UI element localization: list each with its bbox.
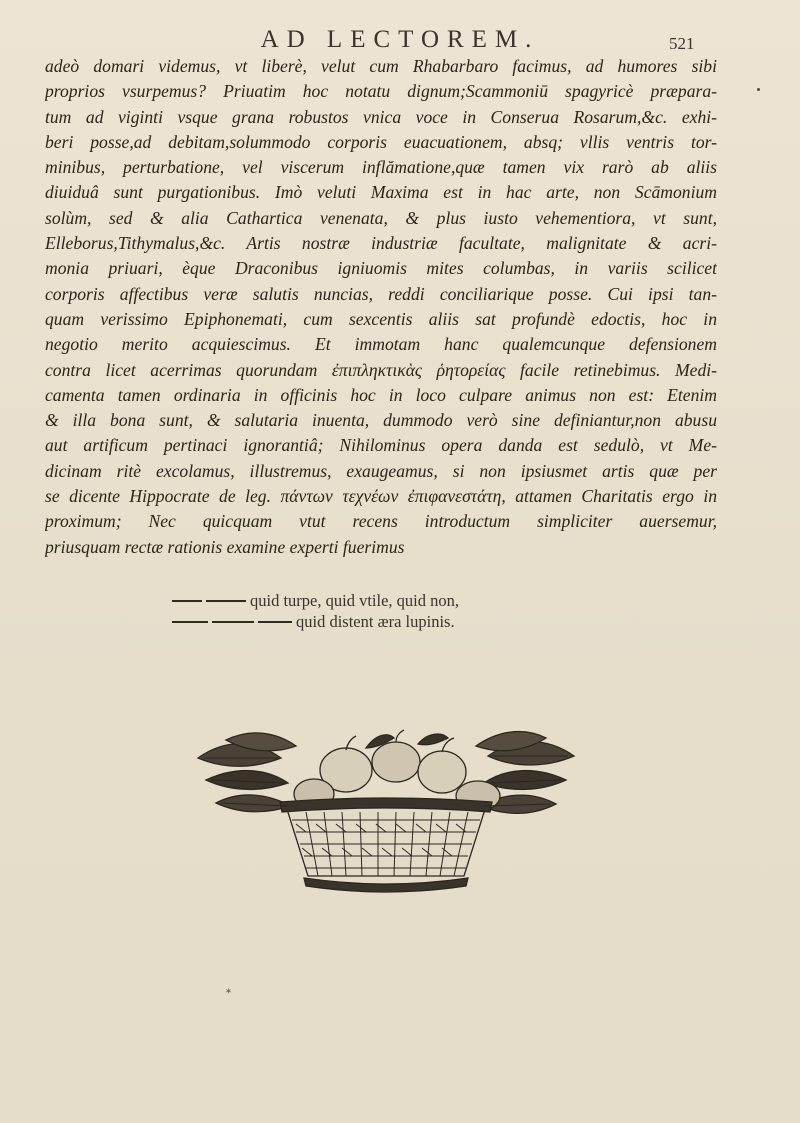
text-line: corporis affectibus veræ salutis nuncias, reddi conciliarique posse. Cui ipsi tan- xyxy=(45,283,717,304)
text-line: quam verissimo Epiphonemati, cum sexcentis aliis sat profundè edoctis, hoc in xyxy=(45,308,717,329)
page-number: 521 xyxy=(669,34,695,53)
text-line: monia priuari, èque Draconibus igniuomis mites columbas, in variis scilicet xyxy=(45,258,717,279)
ink-speck xyxy=(757,88,760,91)
text-line: dicinam ritè excolamus, illustremus, exaugeamus, si non ipsiusmet artis quæ per xyxy=(45,460,717,481)
stray-ink-mark: * xyxy=(226,988,231,999)
text-line: priusquam rectæ rationis examine experti fuerimus xyxy=(45,536,405,557)
text-line: aut artificum pertinaci ignorantiâ; Nihilominus opera danda est sedulò, vt Me- xyxy=(45,435,717,456)
text-line: beri posse,ad debitam,solummodo corporis euacuationem, absq; vllis ventris tor- xyxy=(45,131,717,152)
text-line: contra licet acerrimas quorundam ἐπιπληκτικὰς ῥητορείας facile retinebimus. Medi- xyxy=(45,359,717,380)
closing-quotation xyxy=(172,590,512,632)
em-dash-rule xyxy=(212,621,254,623)
quote-line-2: quid distent æra lupinis. xyxy=(296,612,455,631)
running-title: AD LECTOREM. xyxy=(260,26,540,53)
em-dash-rule xyxy=(258,621,292,623)
text-line: tum ad viginti vsque grana robustos vnica voce in Conserua Rosarum,&c. exhi- xyxy=(45,106,717,127)
quote-line-1: quid turpe, quid vtile, quid non, xyxy=(250,591,459,610)
text-line: & illa bona sunt, & salutaria inuenta, dummodo verò sine definiantur,non abusu xyxy=(45,410,717,431)
text-line: camenta tamen ordinaria in officinis hoc in loco culpare animus non est: Etenim xyxy=(45,384,717,405)
text-line: minibus, perturbatione, vel viscerum inflămatione,quæ tamen vix rarò ab aliis xyxy=(45,157,717,178)
em-dash-rule xyxy=(172,621,208,623)
text-line: proximum; Nec quicquam vtut recens introductum simpliciter auersemur, xyxy=(45,511,717,532)
text-line: Elleborus,Tithymalus,&c. Artis nostræ industriæ facultate, malignitate & acri- xyxy=(45,233,717,254)
text-line: adeò domari videmus, vt liberè, velut cum Rhabarbaro facimus, ad humores sibi xyxy=(45,56,717,76)
basket-of-fruit-ornament xyxy=(196,728,576,893)
text-line: diuiduâ sunt purgationibus. Imò veluti Maxima est in hac arte, non Scāmonium xyxy=(45,182,717,203)
text-line: se dicente Hippocrate de leg. πάντων τεχνέων ἐπιφανεστάτη, attamen Charitatis ergo in xyxy=(45,486,717,507)
text-line: proprios vsurpemus? Priuatim hoc notatu dignum;Scammoniū spagyricè præpara- xyxy=(45,81,717,102)
text-line: solùm, sed & alia Cathartica venenata, & plus iusto vehementiora, vt sunt, xyxy=(45,207,717,228)
body-text xyxy=(45,54,717,560)
em-dash-rule xyxy=(172,600,202,602)
em-dash-rule xyxy=(206,600,246,602)
text-line: negotio merito acquiescimus. Et immotam hanc qualemcunque defensionem xyxy=(45,334,717,355)
